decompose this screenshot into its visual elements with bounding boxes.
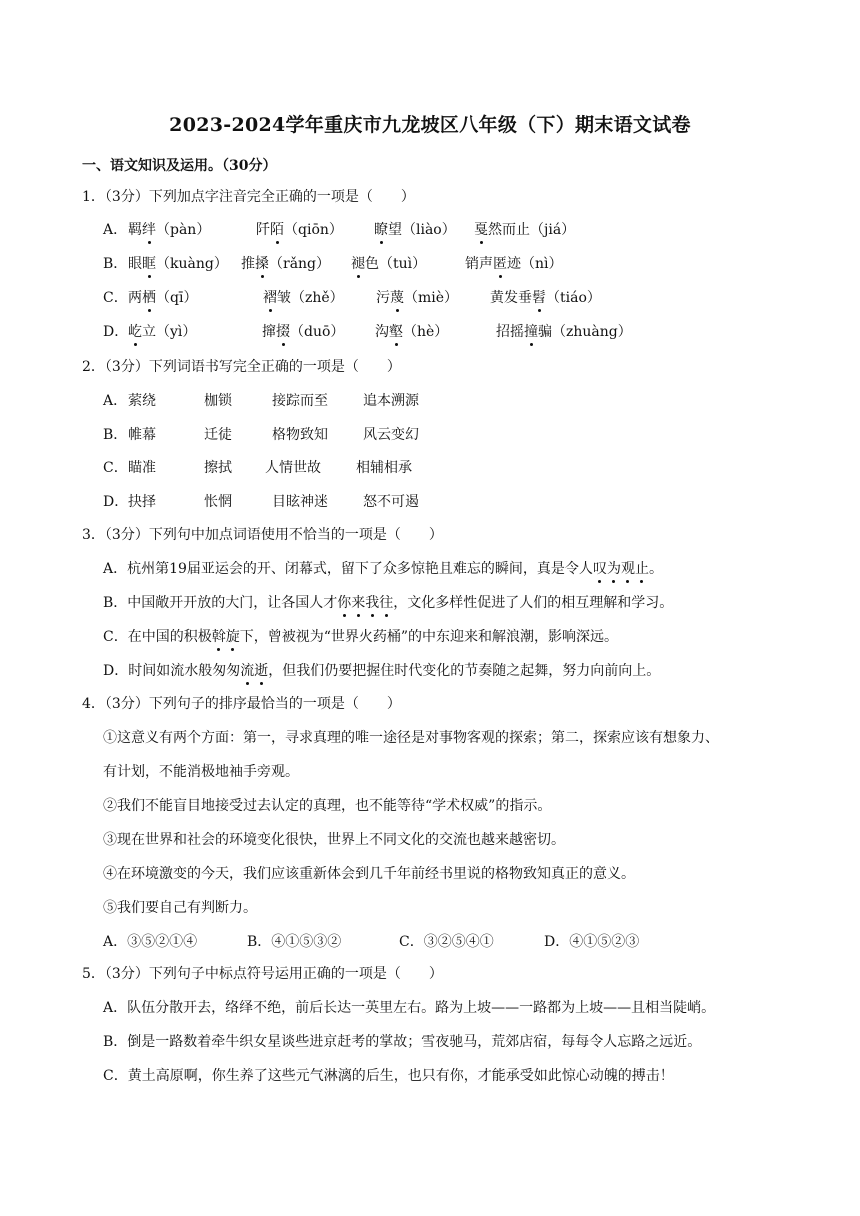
option-b-item: 推搡（rǎng）: [241, 256, 331, 272]
dotted-char: 旋: [225, 629, 240, 645]
option-b-word: 格物致知: [272, 427, 328, 443]
option-a-word: 萦绕: [128, 393, 156, 409]
question-1-stem: 1．（3分）下列加点字注音完全正确的一项是（ ）: [82, 189, 415, 205]
option-c-word: 人情世故: [265, 460, 321, 476]
option-d-word: 目眩神迷: [272, 494, 328, 510]
question-3-stem: 3．（3分）下列句中加点词语使用不恰当的一项是（ ）: [82, 527, 443, 543]
option-b-word: 风云变幻: [363, 427, 419, 443]
dotted-char: 陌: [270, 222, 284, 238]
dotted-char: 搡: [255, 256, 269, 272]
dotted-char: 我: [365, 595, 380, 611]
option-c-word: 瞄准: [128, 460, 156, 476]
dotted-char: 流: [240, 663, 255, 679]
option-d-item: 撺掇（duō）: [262, 324, 345, 340]
dotted-char: 观: [620, 561, 635, 577]
dotted-char: 戛: [474, 222, 488, 238]
option-c-label: C．: [103, 460, 128, 476]
dotted-char: 眶: [142, 256, 156, 272]
option-c-item: 褶皱（zhě）: [263, 290, 344, 306]
option-d-label: D．: [103, 324, 129, 340]
option-b-item: 眼眶（kuàng）: [128, 256, 228, 272]
dotted-char: 绊: [142, 222, 156, 238]
question-4-stem: 4．（3分）下列句子的排序最恰当的一项是（ ）: [82, 696, 401, 712]
option-d-word: 抉择: [128, 494, 156, 510]
option-b: B．倒是一路数着牵牛织女星谈些进京赶考的掌故；雪夜驰马，荒郊店宿，每每令人忘路之远近。: [103, 1034, 702, 1050]
option-a: A．杭州第19届亚运会的开、闭幕式，留下了众多惊艳且难忘的瞬间，真是令人叹为观止。: [103, 561, 663, 577]
option-d-item: 沟壑（hè）: [375, 324, 449, 340]
sentence-3: ③现在世界和社会的环境变化很快，世界上不同文化的交流也越来越密切。: [103, 832, 565, 848]
option-a: A．队伍分散开去，络绎不绝，前后长达一英里左右。路为上坡——一路都为上坡——且相当陡峭。: [103, 1000, 716, 1016]
dotted-char: 褶: [263, 290, 277, 306]
option-b-label: B．: [103, 256, 128, 272]
dotted-char: 屹: [128, 324, 142, 340]
page-title: 2023-2024学年重庆市九龙坡区八年级（下）期末语文试卷: [169, 114, 691, 136]
dotted-char: 瞭: [374, 222, 388, 238]
option-d-label: D．: [103, 494, 129, 510]
option-b: B．④①⑤③②: [247, 934, 342, 950]
question-5-stem: 5．（3分）下列句子中标点符号运用正确的一项是（ ）: [82, 966, 443, 982]
option-c-item: 黄发垂髫（tiáo）: [490, 290, 601, 306]
section-heading: 一、语文知识及运用。（30分）: [82, 158, 277, 174]
option-a: A．③⑤②①④: [103, 934, 198, 950]
dotted-char: 为: [606, 561, 621, 577]
dotted-char: 撞: [524, 324, 538, 340]
option-a-word: 追本溯源: [363, 393, 419, 409]
option-b: B．中国敞开开放的大门，让各国人才你来我往，文化多样性促进了人们的相互理解和学习。: [103, 595, 674, 611]
option-c: C．在中国的积极斡旋下，曾被视为“世界火药桶”的中东迎来和解浪潮，影响深远。: [103, 629, 619, 645]
option-b-item: 销声匿迹（nì）: [465, 256, 563, 272]
dotted-char: 褪: [351, 256, 365, 272]
option-c: C．黄土高原啊，你生养了这些元气淋漓的后生，也只有你，才能承受如此惊心动魄的搏击！: [103, 1068, 674, 1084]
option-d: D．时间如流水般匆匆流逝，但我们仍要把握住时代变化的节奏随之起舞，努力向前向上。: [103, 663, 661, 679]
dotted-char: 髫: [532, 290, 546, 306]
sentence-5: ⑤我们要自己有判断力。: [103, 900, 257, 916]
option-c-item: 污蔑（miè）: [376, 290, 459, 306]
option-d-item: 招摇撞骗（zhuàng）: [496, 324, 632, 340]
dotted-char: 匿: [493, 256, 507, 272]
option-a-label: A．: [103, 393, 128, 409]
option-b-item: 褪色（tuì）: [351, 256, 427, 272]
question-2-stem: 2．（3分）下列词语书写完全正确的一项是（ ）: [82, 359, 401, 375]
option-a-item: 戛然而止（jiá）: [474, 222, 576, 238]
option-b-word: 帷幕: [128, 427, 156, 443]
option-a-item: 羁绊（pàn）: [128, 222, 211, 238]
dotted-char: 叹: [592, 561, 607, 577]
dotted-char: 蔑: [390, 290, 404, 306]
option-d-word: 怒不可遏: [363, 494, 419, 510]
option-a-word: 接踪而至: [272, 393, 328, 409]
dotted-char: 掇: [276, 324, 290, 340]
dotted-char: 栖: [142, 290, 156, 306]
sentence-1a: ①这意义有两个方面：第一，寻求真理的唯一途径是对事物客观的探索；第二，探索应该有想象力、: [103, 730, 719, 746]
option-c-item: 两栖（qī）: [128, 290, 198, 306]
option-a-word: 枷锁: [204, 393, 232, 409]
option-a-item: 瞭望（liào）: [374, 222, 456, 238]
sentence-1b: 有计划，不能消极地袖手旁观。: [103, 764, 299, 780]
option-c-word: 相辅相承: [356, 460, 412, 476]
option-c: C．③②⑤④①: [399, 934, 494, 950]
dotted-char: 斡: [211, 629, 226, 645]
dotted-char: 往: [379, 595, 394, 611]
option-d-item: 屹立（yì）: [128, 324, 197, 340]
dotted-char: 你: [337, 595, 352, 611]
dotted-char: 逝: [254, 663, 269, 679]
dotted-char: 壑: [389, 324, 403, 340]
option-a-label: A．: [103, 222, 128, 238]
option-c-word: 擦拭: [204, 460, 232, 476]
option-a-item: 阡陌（qiōn）: [256, 222, 343, 238]
sentence-2: ②我们不能盲目地接受过去认定的真理，也不能等待“学术权威”的指示。: [103, 798, 552, 814]
option-d-word: 怅惘: [204, 494, 232, 510]
dotted-char: 止: [634, 561, 649, 577]
dotted-char: 来: [351, 595, 366, 611]
sentence-4: ④在环境激变的今天，我们应该重新体会到几千年前经书里说的格物致知真正的意义。: [103, 866, 635, 882]
option-b-word: 迁徒: [204, 427, 232, 443]
option-b-label: B．: [103, 427, 128, 443]
option-d: D．④①⑤②③: [544, 934, 640, 950]
option-c-label: C．: [103, 290, 128, 306]
